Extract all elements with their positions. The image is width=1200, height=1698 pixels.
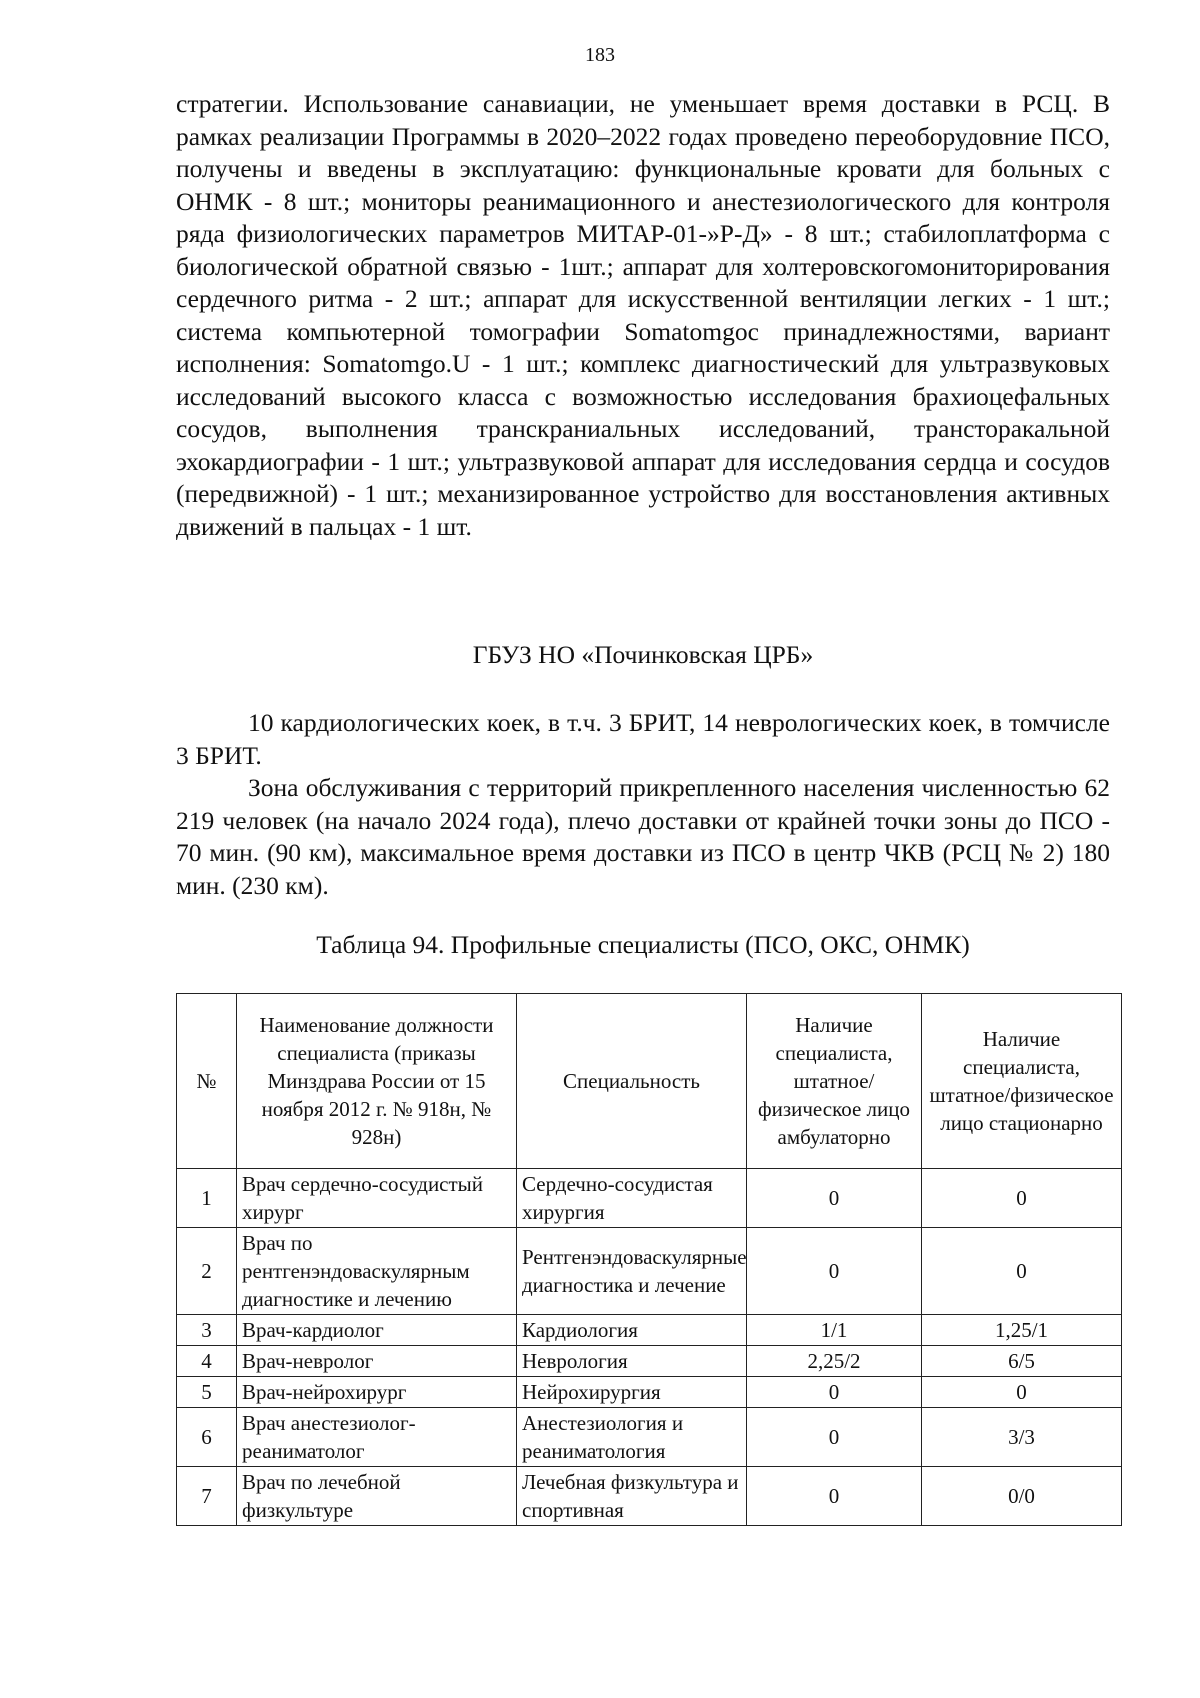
row-outpatient: 0 [747, 1377, 922, 1408]
page-number: 183 [585, 44, 615, 66]
row-specialty: Сердечно-сосудистая хирургия [517, 1169, 747, 1228]
row-outpatient: 1/1 [747, 1315, 922, 1346]
header-specialty: Специальность [517, 994, 747, 1169]
row-num: 1 [177, 1169, 237, 1228]
row-outpatient: 0 [747, 1228, 922, 1315]
table-row [177, 1346, 1122, 1377]
row-inpatient: 6/5 [922, 1346, 1122, 1377]
row-outpatient: 2,25/2 [747, 1346, 922, 1377]
table-row [177, 1169, 1122, 1228]
row-specialty: Кардиология [517, 1315, 747, 1346]
row-num: 4 [177, 1346, 237, 1377]
row-position: Врач-кардиолог [237, 1315, 517, 1346]
paragraph-beds: 10 кардиологических коек, в т.ч. 3 БРИТ, 14 неврологических коек, в томчисле 3 БРИТ. [176, 708, 1110, 770]
row-num: 7 [177, 1467, 237, 1526]
table-row [177, 1408, 1122, 1467]
row-specialty: Нейрохирургия [517, 1377, 747, 1408]
row-num: 5 [177, 1377, 237, 1408]
header-inpatient: Наличие специалиста, штатное/физическое лицо стационарно [922, 994, 1122, 1169]
row-outpatient: 0 [747, 1408, 922, 1467]
row-position: Врач сердечно-сосудистый хирург [237, 1169, 517, 1228]
specialists-table [176, 993, 1122, 1526]
row-inpatient: 0 [922, 1228, 1122, 1315]
row-inpatient: 0 [922, 1169, 1122, 1228]
row-position: Врач по лечебной физкультуре [237, 1467, 517, 1526]
table-row [177, 1228, 1122, 1315]
row-num: 3 [177, 1315, 237, 1346]
section-title: ГБУЗ НО «Починковская ЦРБ» [472, 640, 814, 669]
row-inpatient: 3/3 [922, 1408, 1122, 1467]
header-position: Наименование должности специалиста (приказы Минздрава России от 15 ноября 2012 г. № 918н, № 928н) [237, 994, 517, 1169]
row-num: 6 [177, 1408, 237, 1467]
row-specialty: Анестезиология и реаниматология [517, 1408, 747, 1467]
row-position: Врач анестезиолог-реаниматолог [237, 1408, 517, 1467]
table-row [177, 1377, 1122, 1408]
header-num: № [177, 994, 237, 1169]
row-inpatient: 0 [922, 1377, 1122, 1408]
row-position: Врач по рентгенэндоваскулярным диагностике и лечению [237, 1228, 517, 1315]
row-num: 2 [177, 1228, 237, 1315]
header-outpatient: Наличие специалиста, штатное/физическое лицо амбулаторно [747, 994, 922, 1169]
row-inpatient: 0/0 [922, 1467, 1122, 1526]
table-row [177, 1315, 1122, 1346]
table-row [177, 1467, 1122, 1526]
table-caption: Таблица 94. Профильные специалисты (ПСО, ОКС, ОНМК) [316, 930, 970, 959]
row-outpatient: 0 [747, 1169, 922, 1228]
paragraph-service-zone: Зона обслуживания с территорий прикрепленного населения численностью 62 219 человек (на начало 2024 года), плечо доставки от крайней точки зоны до ПСО - 70 мин. (90 км), максимальное время доставки из ПСО в центр ЧКВ (РСЦ № 2) 180 мин. (230 км). [176, 773, 1110, 900]
row-position: Врач-нейрохирург [237, 1377, 517, 1408]
paragraph-equipment: стратегии. Использование санавиации, не уменьшает время доставки в РСЦ. В рамках реализации Программы в 2020–2022 годах проведено переоборудовние ПСО, получены и введены в эксплуатацию: функциональные кровати для больных с ОНМК - 8 шт.; мониторы реанимационного и анестезиологического для контроля ряда физиологических параметров МИТАР-01-»Р-Д» - 8 шт.; стабилоплатформа с биологической обратной связью - 1шт.; аппарат для холтеровскогомониторирования сердечного ритма - 2 шт.; аппарат для искусственной вентиляции легких - 1 шт.; система компьютерной томографии Somatomgoc принадлежностями, вариант исполнения: Somatomgo.U - 1 шт.; комплекс диагностический для ультразвуковых исследований высокого класса с возможностью исследования брахиоцефальных сосудов, выполнения транскраниальных исследований, трансторакальной эхокардиографии - 1 шт.; ультразвуковой аппарат для исследования сердца и сосудов (передвижной) - 1 шт.; механизированное устройство для восстановления активных движений в пальцах - 1 шт. [176, 89, 1110, 541]
row-outpatient: 0 [747, 1467, 922, 1526]
row-specialty: Неврология [517, 1346, 747, 1377]
row-specialty: Лечебная физкультура и спортивная [517, 1467, 747, 1526]
row-position: Врач-невролог [237, 1346, 517, 1377]
row-inpatient: 1,25/1 [922, 1315, 1122, 1346]
row-specialty: Рентгенэндоваскулярные диагностика и лечение [517, 1228, 747, 1315]
table-header-row [177, 994, 1122, 1169]
